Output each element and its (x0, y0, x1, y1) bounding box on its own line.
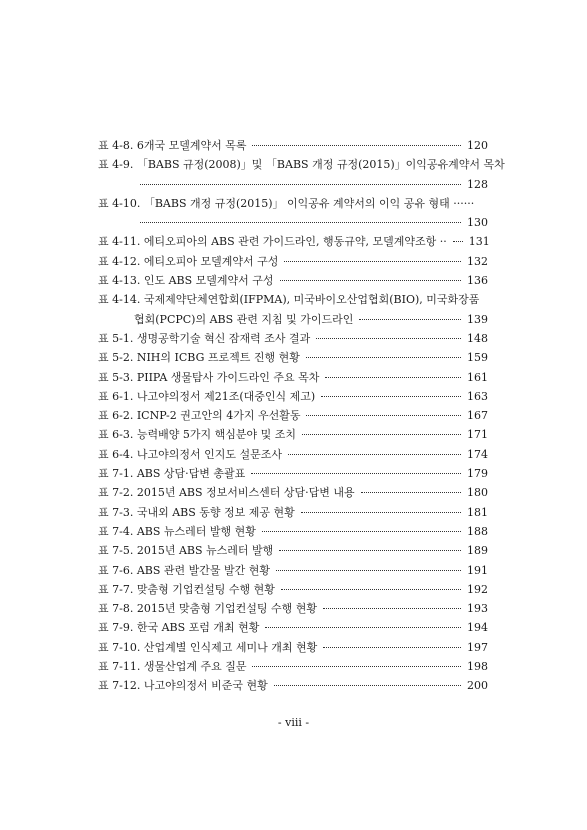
toc-entry-label: 표 4-13. 인도 ABS 모델계약서 구성 (98, 274, 274, 288)
toc-entry-label: 표 6-2. ICNP-2 권고안의 4가지 우선활동 (98, 409, 301, 423)
dot-leader (276, 570, 461, 571)
dot-leader (140, 222, 461, 223)
dot-leader (359, 319, 461, 320)
dot-leader (265, 627, 461, 628)
toc-entry-label: 표 7-9. 한국 ABS 포럼 개최 현황 (98, 621, 260, 635)
toc-entry-page: 193 (467, 602, 488, 616)
toc-entry-page: 198 (467, 660, 488, 674)
toc-entry[interactable] (98, 464, 488, 483)
toc-entry-page: 181 (467, 505, 488, 519)
toc-entry[interactable] (98, 561, 488, 580)
toc-entry-label: 표 7-6. ABS 관련 발간물 발간 현황 (98, 563, 271, 577)
dot-leader (301, 512, 461, 513)
toc-entry-label: 표 5-1. 생명공학기술 혁신 잠재력 조사 결과 (98, 331, 311, 345)
dot-leader (252, 145, 461, 146)
toc-entry[interactable] (98, 638, 488, 657)
dot-leader (140, 184, 461, 185)
toc-entry[interactable] (98, 618, 488, 637)
dot-leader (361, 492, 461, 493)
toc-entry-page: 136 (467, 274, 488, 288)
toc-entry-label-cont: 협회(PCPC)의 ABS 관련 지침 및 가이드라인 (134, 312, 354, 326)
toc-entry-page: 171 (467, 428, 488, 442)
dot-leader (453, 241, 463, 242)
dot-leader (302, 434, 461, 435)
toc-entry-label: 표 6-4. 나고야의정서 인지도 설문조사 (98, 447, 282, 461)
toc-entry-label: 표 4-8. 6개국 모델계약서 목록 (98, 139, 247, 152)
toc-entry-page: 200 (467, 679, 488, 693)
toc-entry-page: 131 (468, 235, 490, 249)
toc-entry-label: 표 7-7. 맞춤형 기업컨설팅 수행 현황 (98, 582, 275, 596)
toc-entry[interactable] (98, 445, 488, 464)
toc-entry-label: 표 7-10. 산업계별 인식제고 세미나 개최 현황 (98, 640, 318, 654)
toc-entry-page: 167 (467, 409, 488, 423)
toc-entry-page: 120 (467, 139, 488, 152)
dot-leader (284, 261, 461, 262)
toc-entry-label: 표 5-2. NIH의 ICBG 프로젝트 진행 현황 (98, 351, 300, 365)
toc-entry-label: 표 4-9. 「BABS 규정(2008)」및 「BABS 개정 규정(2015)」이익공유계약서 목차 (98, 158, 505, 172)
toc-entry[interactable] (98, 290, 488, 329)
toc-entry[interactable] (98, 368, 488, 387)
toc-entry-label: 표 4-10. 「BABS 개정 규정(2015)」 이익공유 계약서의 이익 공유 형태 ······ (98, 196, 475, 210)
page-number: - viii - (277, 716, 310, 729)
toc-entry-label: 표 7-4. ABS 뉴스레터 발행 현황 (98, 524, 256, 538)
dot-leader (281, 589, 461, 590)
toc-entry-page: 128 (467, 177, 488, 191)
toc-entry[interactable] (98, 483, 488, 502)
toc-entry-page: 174 (467, 447, 488, 461)
toc-entry[interactable] (98, 657, 488, 676)
toc-entry[interactable] (98, 348, 488, 367)
toc-entry-label: 표 5-3. PIIPA 생물탐사 가이드라인 주요 목차 (98, 370, 320, 384)
dot-leader (325, 377, 461, 378)
toc-entry[interactable] (98, 522, 488, 541)
toc-entry-label: 표 7-1. ABS 상담·답변 총괄표 (98, 467, 246, 481)
dot-leader (252, 666, 461, 667)
toc-entry-label: 표 7-2. 2015년 ABS 정보서비스센터 상담·답변 내용 (98, 486, 355, 500)
toc-entry[interactable] (98, 541, 488, 560)
toc-entry[interactable] (98, 194, 488, 233)
dot-leader (306, 415, 461, 416)
toc-entry-page: 191 (467, 563, 488, 577)
toc-entry-page: 161 (467, 370, 488, 384)
dot-leader (280, 280, 461, 281)
toc-entry-page: 194 (467, 621, 488, 635)
toc-entry-page: 197 (467, 640, 488, 654)
toc-entry[interactable] (98, 599, 488, 618)
toc-entry-label: 표 7-5. 2015년 ABS 뉴스레터 발행 (98, 544, 274, 558)
toc-entry-page: 189 (467, 544, 488, 558)
toc-entry[interactable] (98, 271, 488, 290)
dot-leader (306, 357, 461, 358)
dot-leader (321, 396, 461, 397)
toc-entry-label: 표 7-12. 나고야의정서 비준국 현황 (98, 679, 268, 693)
dot-leader (274, 685, 461, 686)
toc-entry-page: 188 (467, 524, 488, 538)
dot-leader (288, 454, 461, 455)
dot-leader (251, 473, 461, 474)
toc-entry-page: 148 (467, 331, 488, 345)
toc-entry-label: 표 4-14. 국제제약단체연합회(IFPMA), 미국바이오산업협회(BIO), 미국화장품 (98, 293, 480, 307)
toc-entry-label: 표 7-11. 생물산업계 주요 질문 (98, 660, 247, 674)
toc-entry[interactable] (98, 252, 488, 271)
toc-entry-page: 132 (467, 254, 488, 268)
table-of-contents (98, 136, 505, 696)
toc-entry-label: 표 6-1. 나고야의정서 제21조(대중인식 제고) (98, 389, 316, 403)
dot-leader (316, 338, 461, 339)
toc-entry-page: 130 (467, 216, 488, 230)
toc-entry-page: 139 (467, 312, 488, 326)
dot-leader (323, 608, 461, 609)
toc-entry[interactable] (98, 387, 488, 406)
toc-entry-page: 180 (467, 486, 488, 500)
toc-entry[interactable] (98, 676, 488, 695)
toc-entry-label: 표 4-11. 에티오피아의 ABS 관련 가이드라인, 행동규약, 모델계약조항 ·· (98, 235, 447, 249)
dot-leader (323, 647, 461, 648)
toc-entry[interactable] (98, 136, 488, 155)
toc-entry-page: 163 (467, 389, 488, 403)
toc-entry-page: 159 (467, 351, 488, 365)
toc-entry-label: 표 7-8. 2015년 맞춤형 기업컨설팅 수행 현황 (98, 602, 317, 616)
toc-entry[interactable] (98, 232, 488, 251)
toc-entry[interactable] (98, 329, 488, 348)
dot-leader (262, 531, 461, 532)
toc-entry-label: 표 4-12. 에티오피아 모델계약서 구성 (98, 254, 279, 268)
toc-entry-label: 표 6-3. 능력배양 5가지 핵심분야 및 조치 (98, 428, 296, 442)
toc-entry[interactable] (98, 425, 488, 444)
toc-entry-page: 179 (467, 467, 488, 481)
toc-entry[interactable] (98, 155, 505, 194)
toc-entry[interactable] (98, 580, 488, 599)
toc-entry[interactable] (98, 503, 488, 522)
toc-entry-label: 표 7-3. 국내외 ABS 동향 정보 제공 현황 (98, 505, 295, 519)
toc-entry-page: 192 (467, 582, 488, 596)
dot-leader (279, 550, 461, 551)
toc-entry[interactable] (98, 406, 488, 425)
